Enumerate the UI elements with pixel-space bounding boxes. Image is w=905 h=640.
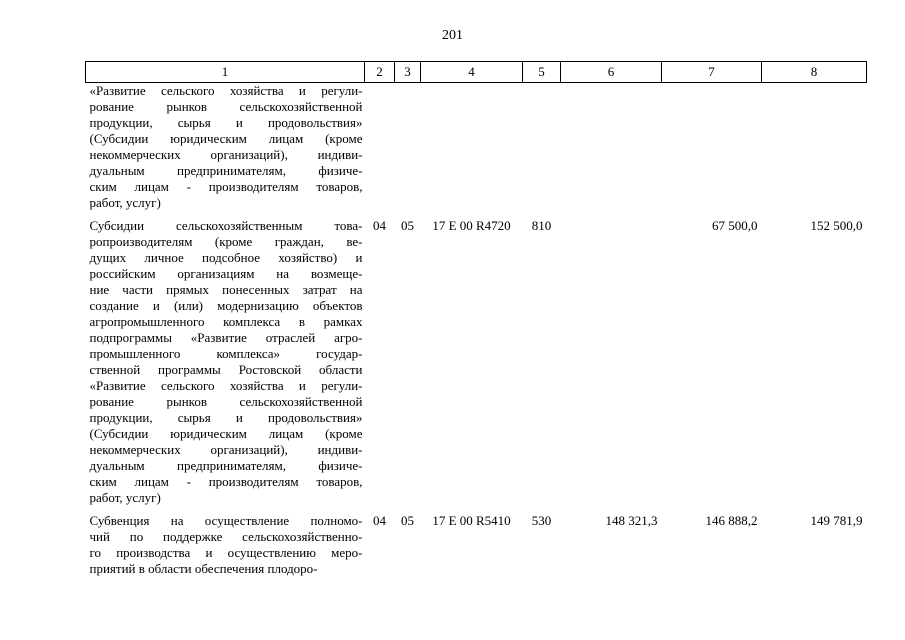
description-line: ским лицам - производителям товаров, xyxy=(89,179,363,194)
column-header-5: 5 xyxy=(523,62,561,83)
column-header-1: 1 xyxy=(86,62,365,83)
description-line: приятий в области обеспечения плодоро- xyxy=(89,561,318,576)
description-line: го производства и осуществлению меро- xyxy=(89,545,363,560)
description-line: агропромышленного комплекса в рамках xyxy=(89,314,363,329)
description-line: рование рынков сельскохозяйственной xyxy=(89,99,363,114)
description-line: создание и (или) модернизацию объектов xyxy=(89,298,363,313)
amount-column-7: 146 888,2 xyxy=(705,513,758,528)
amount-column-7: 67 500,0 xyxy=(712,218,758,233)
description-line: дуальным предпринимателям, физиче- xyxy=(89,458,363,473)
expense-type-code xyxy=(523,83,561,212)
description-line: продукции, сырья и продовольствия» xyxy=(89,410,363,425)
subsection-code xyxy=(395,83,421,212)
row-spacer xyxy=(86,211,867,218)
description-line: ропроизводителям (кроме граждан, ве- xyxy=(89,234,363,249)
description-line: ским лицам - производителям товаров, xyxy=(89,474,363,489)
table-header-row xyxy=(86,62,867,83)
description-line: «Развитие сельского хозяйства и регули- xyxy=(89,378,363,393)
description-line: (Субсидии юридическим лицам (кроме xyxy=(89,131,363,146)
table-row xyxy=(86,218,867,506)
amount-column-8: 149 781,9 xyxy=(810,513,863,528)
description-line: промышленного комплекса» государ- xyxy=(89,346,363,361)
column-header-2: 2 xyxy=(365,62,395,83)
amount-column-7 xyxy=(662,83,762,212)
description-line: подпрограммы «Развитие отраслей агро- xyxy=(89,330,363,345)
target-article-code: 17 Е 00 R4720 xyxy=(432,218,511,233)
description-line: некоммерческих организаций), индиви- xyxy=(89,147,363,162)
row-description xyxy=(86,83,365,212)
section-code xyxy=(365,83,395,212)
description-line: работ, услуг) xyxy=(89,490,161,505)
expense-type-code: 530 xyxy=(531,513,552,528)
description-line: дущих личное подсобное хозяйство) и xyxy=(89,250,363,265)
amount-column-8: 152 500,0 xyxy=(810,218,863,233)
amount-column-6 xyxy=(561,83,662,212)
column-header-8: 8 xyxy=(762,62,867,83)
target-article-code: 17 Е 00 R5410 xyxy=(432,513,511,528)
description-line: «Развитие сельского хозяйства и регули- xyxy=(89,83,363,98)
expense-type-code: 810 xyxy=(531,218,552,233)
row-spacer xyxy=(86,506,867,513)
description-line: российским организациям на возмеще- xyxy=(89,266,363,281)
description-line: Субвенция на осуществление полномо- xyxy=(89,513,363,528)
description-line: ственной программы Ростовской области xyxy=(89,362,363,377)
column-header-3: 3 xyxy=(395,62,421,83)
section-code: 04 xyxy=(373,513,386,528)
description-line: продукции, сырья и продовольствия» xyxy=(89,115,363,130)
description-line: рование рынков сельскохозяйственной xyxy=(89,394,363,409)
row-description xyxy=(86,218,365,506)
section-code: 04 xyxy=(373,218,386,233)
description-line: (Субсидии юридическим лицам (кроме xyxy=(89,426,363,441)
description-line: чий по поддержке сельскохозяйственно- xyxy=(89,529,363,544)
subsection-code: 05 xyxy=(401,513,414,528)
row-description xyxy=(86,513,365,577)
table-row xyxy=(86,83,867,212)
target-article-code xyxy=(421,83,523,212)
amount-column-8 xyxy=(762,83,867,212)
description-line: ние части прямых понесенных затрат на xyxy=(89,282,363,297)
subsection-code: 05 xyxy=(401,218,414,233)
table-row xyxy=(86,513,867,577)
column-header-4: 4 xyxy=(421,62,523,83)
description-line: работ, услуг) xyxy=(89,195,161,210)
description-line: Субсидии сельскохозяйственным това- xyxy=(89,218,363,233)
amount-column-6 xyxy=(561,218,662,506)
column-header-7: 7 xyxy=(662,62,762,83)
description-line: дуальным предпринимателям, физиче- xyxy=(89,163,363,178)
description-line: некоммерческих организаций), индиви- xyxy=(89,442,363,457)
amount-column-6: 148 321,3 xyxy=(605,513,658,528)
column-header-6: 6 xyxy=(561,62,662,83)
budget-table xyxy=(85,61,867,577)
page-number: 201 xyxy=(442,28,463,43)
